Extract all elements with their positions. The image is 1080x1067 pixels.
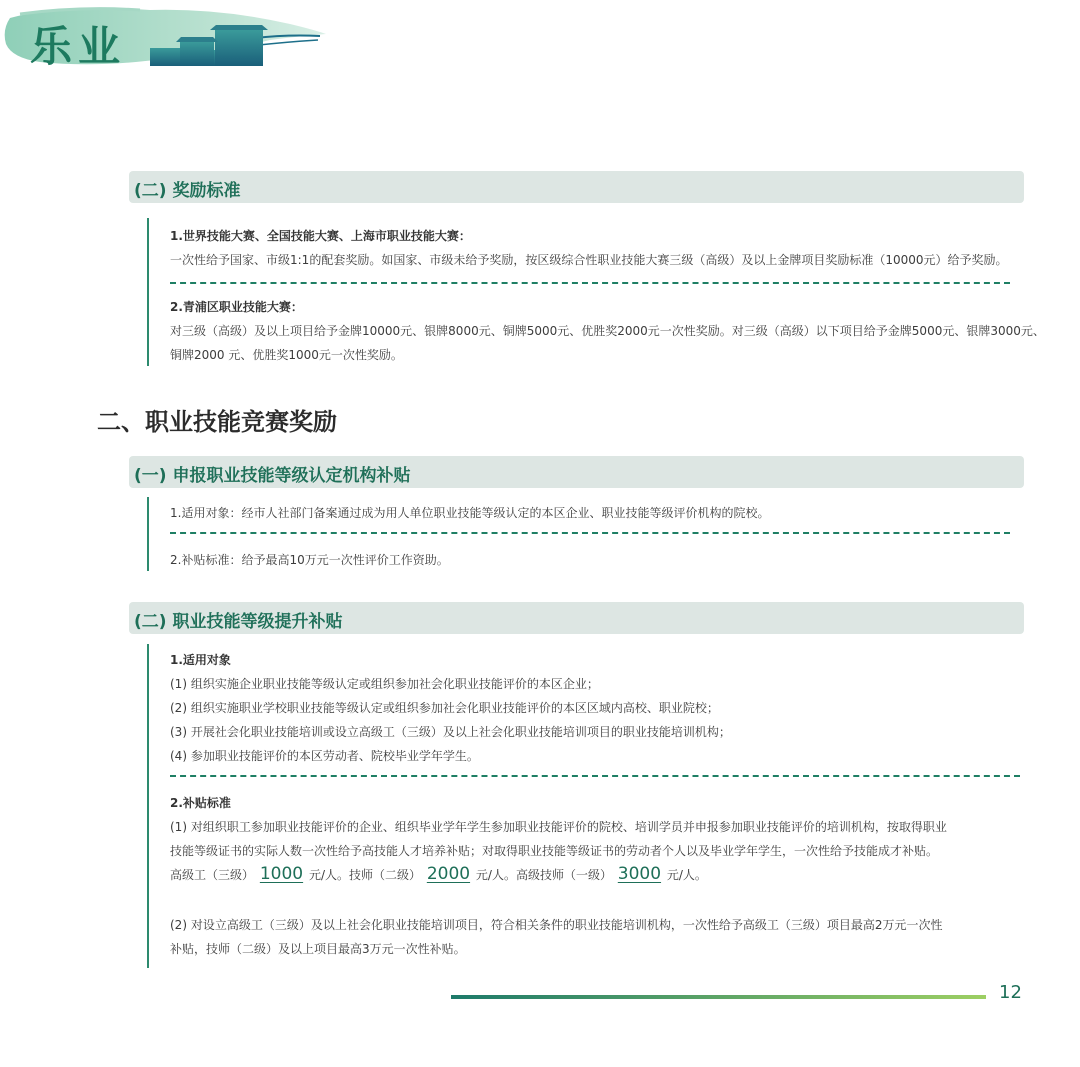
sub-title: 1.适用对象: [170, 653, 231, 667]
paragraph-text: 补贴，技师（二级）及以上项目最高3万元一次性补贴。: [170, 942, 466, 956]
paragraph-text: (2) 对设立高级工（三级）及以上社会化职业技能培训项目，符合相关条件的职业技能培训机构，一次性给予高级工（三级）项目最高2万元一次性: [170, 918, 943, 932]
sub-title: 2.补贴标准: [170, 796, 231, 810]
rate-value-senior-technician: 3000: [617, 864, 662, 884]
item-text: 铜牌2000 元、优胜奖1000元一次性奖励。: [170, 348, 403, 362]
list-item: (1) 组织实施企业职业技能等级认定或组织参加社会化职业技能评价的本区企业；: [170, 677, 599, 691]
brand-logo: [0, 0, 330, 72]
dashed-divider: [170, 282, 1010, 284]
section-heading-upgrade-subsidy: [129, 602, 1024, 634]
dashed-divider: [170, 775, 1020, 777]
list-item: (3) 开展社会化职业技能培训或设立高级工（三级）及以上社会化职业技能培训项目的职业技能培训机构；: [170, 725, 731, 739]
footer-gradient-line: [451, 995, 986, 999]
section-vertical-rule: [147, 644, 149, 968]
page-number: 12: [999, 982, 1022, 1003]
section-vertical-rule: [147, 218, 149, 366]
list-item: (4) 参加职业技能评价的本区劳动者、院校毕业学年学生。: [170, 749, 479, 763]
main-heading: 二、职业技能竞赛奖励: [97, 408, 337, 436]
item-text: 对三级（高级）及以上项目给予金牌10000元、银牌8000元、铜牌5000元、优胜奖2000元一次性奖励。对三级（高级）以下项目给予金牌5000元、银牌3000元、: [170, 324, 1045, 338]
paragraph-text: (1) 对组织职工参加职业技能评价的企业、组织毕业学年学生参加职业技能评价的院校、培训学员并申报参加职业技能评价的培训机构，按取得职业: [170, 820, 947, 834]
item-text: 一次性给予国家、市级1:1的配套奖励。如国家、市级未给予奖励，按区级综合性职业技能大赛三级（高级）及以上金牌项目奖励标准（10000元）给予奖励。: [170, 253, 1008, 267]
section-heading-reward-standard: [129, 171, 1024, 203]
list-item: (2) 组织实施职业学校职业技能等级认定或组织参加社会化职业技能评价的本区区域内高校、职业院校；: [170, 701, 719, 715]
rate-unit: 元/人。技师（二级）: [308, 868, 421, 882]
dashed-divider: [170, 532, 1010, 534]
section-title: (二) 奖励标准: [134, 181, 241, 201]
section-heading-institution-subsidy: [129, 456, 1024, 488]
item-title: 1.世界技能大赛、全国技能大赛、上海市职业技能大赛：: [170, 229, 471, 243]
item-title: 2.青浦区职业技能大赛：: [170, 300, 303, 314]
section-vertical-rule: [147, 497, 149, 571]
rate-value-technician: 2000: [426, 864, 471, 884]
rate-line: [170, 864, 707, 884]
brand-text: 乐业: [30, 22, 127, 71]
rate-value-senior-worker: 1000: [259, 864, 304, 884]
section-title: (一) 申报职业技能等级认定机构补贴: [134, 466, 411, 486]
paragraph-text: 技能等级证书的实际人数一次性给予高技能人才培养补贴；对取得职业技能等级证书的劳动者个人以及毕业学年学生，一次性给予技能成才补贴。: [170, 844, 939, 858]
item-text: 1.适用对象：经市人社部门备案通过成为用人单位职业技能等级认定的本区企业、职业技能等级评价机构的院校。: [170, 506, 770, 520]
item-text: 2.补贴标准：给予最高10万元一次性评价工作资助。: [170, 553, 449, 567]
rate-label: 高级工（三级）: [170, 868, 255, 882]
rate-unit: 元/人。高级技师（一级）: [475, 868, 612, 882]
section-title: (二) 职业技能等级提升补贴: [134, 612, 343, 632]
rate-unit: 元/人。: [666, 868, 707, 882]
